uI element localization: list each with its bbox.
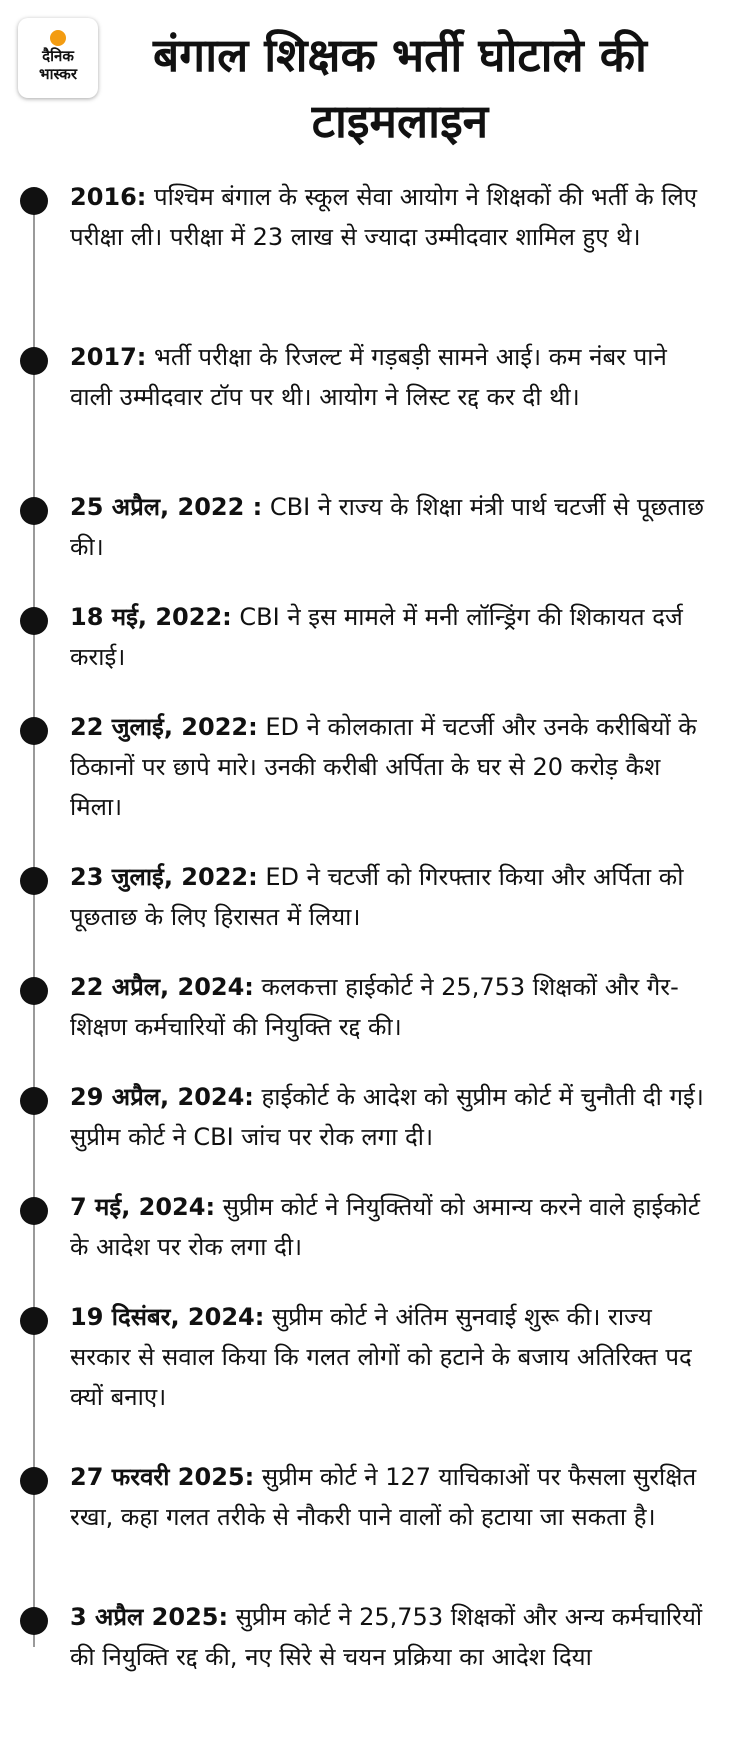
event-text (70, 487, 710, 567)
timeline-dot (20, 1607, 48, 1635)
event-date: 19 दिसंबर, 2024: (70, 1303, 265, 1331)
event-date: 23 जुलाई, 2022: (70, 863, 258, 891)
timeline-dot (20, 347, 48, 375)
event-text (70, 1297, 710, 1417)
timeline-dot (20, 1087, 48, 1115)
event-description: हाईकोर्ट के आदेश को सुप्रीम कोर्ट में चुनौती दी गई। सुप्रीम कोर्ट ने CBI जांच पर रोक लगा दी। (70, 1083, 704, 1151)
logo-line-1: दैनिक (42, 47, 74, 65)
event-text (70, 597, 710, 677)
event-date: 29 अप्रैल, 2024: (70, 1083, 254, 1111)
event-description: CBI ने इस मामले में मनी लॉन्ड्रिंग की शिकायत दर्ज कराई। (70, 603, 683, 671)
event-date: 22 जुलाई, 2022: (70, 713, 258, 741)
logo-line-2: भास्कर (39, 65, 77, 83)
event-date: 2017: (70, 343, 147, 371)
event-text (70, 707, 710, 827)
event-description: सुप्रीम कोर्ट ने 127 याचिकाओं पर फैसला सुरक्षित रखा, कहा गलत तरीके से नौकरी पाने वालों को हटाया जा सकता है। (70, 1463, 697, 1531)
event-text (70, 1597, 710, 1677)
event-description: सुप्रीम कोर्ट ने 25,753 शिक्षकों और अन्य कर्मचारियों की नियुक्ति रद्द की, नए सिरे से चयन प्रक्रिया का आदेश दिया (70, 1603, 703, 1671)
event-date: 7 मई, 2024: (70, 1193, 216, 1221)
timeline-dot (20, 607, 48, 635)
timeline-dot (20, 867, 48, 895)
event-text (70, 1077, 710, 1157)
timeline-dot (20, 1307, 48, 1335)
timeline-dot (20, 1197, 48, 1225)
event-description: कलकत्ता हाईकोर्ट ने 25,753 शिक्षकों और गैर-शिक्षण कर्मचारियों की नियुक्ति रद्द की। (70, 973, 679, 1041)
timeline-dot (20, 977, 48, 1005)
event-description: भर्ती परीक्षा के रिजल्ट में गड़बड़ी सामने आई। कम नंबर पाने वाली उम्मीदवार टॉप पर थी। आयोग ने लिस्ट रद्द कर दी थी। (70, 343, 667, 411)
event-date: 3 अप्रैल 2025: (70, 1603, 229, 1631)
event-text (70, 337, 710, 417)
event-text (70, 967, 710, 1047)
event-date: 2016: (70, 183, 147, 211)
event-text (70, 857, 710, 937)
event-description: सुप्रीम कोर्ट ने अंतिम सुनवाई शुरू की। राज्य सरकार से सवाल किया कि गलत लोगों को हटाने के बजाय अतिरिक्त पद क्यों बनाए। (70, 1303, 692, 1411)
event-text (70, 177, 710, 257)
event-date: 25 अप्रैल, 2022 : (70, 493, 263, 521)
event-date: 27 फरवरी 2025: (70, 1463, 255, 1491)
event-description: सुप्रीम कोर्ट ने नियुक्तियों को अमान्य करने वाले हाईकोर्ट के आदेश पर रोक लगा दी। (70, 1193, 701, 1261)
timeline-dot (20, 187, 48, 215)
event-date: 22 अप्रैल, 2024: (70, 973, 254, 1001)
event-description: पश्चिम बंगाल के स्कूल सेवा आयोग ने शिक्षकों की भर्ती के लिए परीक्षा ली। परीक्षा में 23 लाख से ज्यादा उम्मीदवार शामिल हुए थे। (70, 183, 698, 251)
timeline-dot (20, 1467, 48, 1495)
event-description: CBI ने राज्य के शिक्षा मंत्री पार्थ चटर्जी से पूछताछ की। (70, 493, 704, 561)
event-description: ED ने कोलकाता में चटर्जी और उनके करीबियों के ठिकानों पर छापे मारे। उनकी करीबी अर्पिता के घर से 20 करोड़ कैश मिला। (70, 713, 697, 821)
event-text (70, 1187, 710, 1267)
event-text (70, 1457, 710, 1537)
event-date: 18 मई, 2022: (70, 603, 232, 631)
event-description: ED ने चटर्जी को गिरफ्तार किया और अर्पिता को पूछताछ के लिए हिरासत में लिया। (70, 863, 684, 931)
page-title: बंगाल शिक्षक भर्ती घोटाले की टाइमलाइन (153, 28, 647, 148)
timeline-dot (20, 717, 48, 745)
timeline-dot (20, 497, 48, 525)
